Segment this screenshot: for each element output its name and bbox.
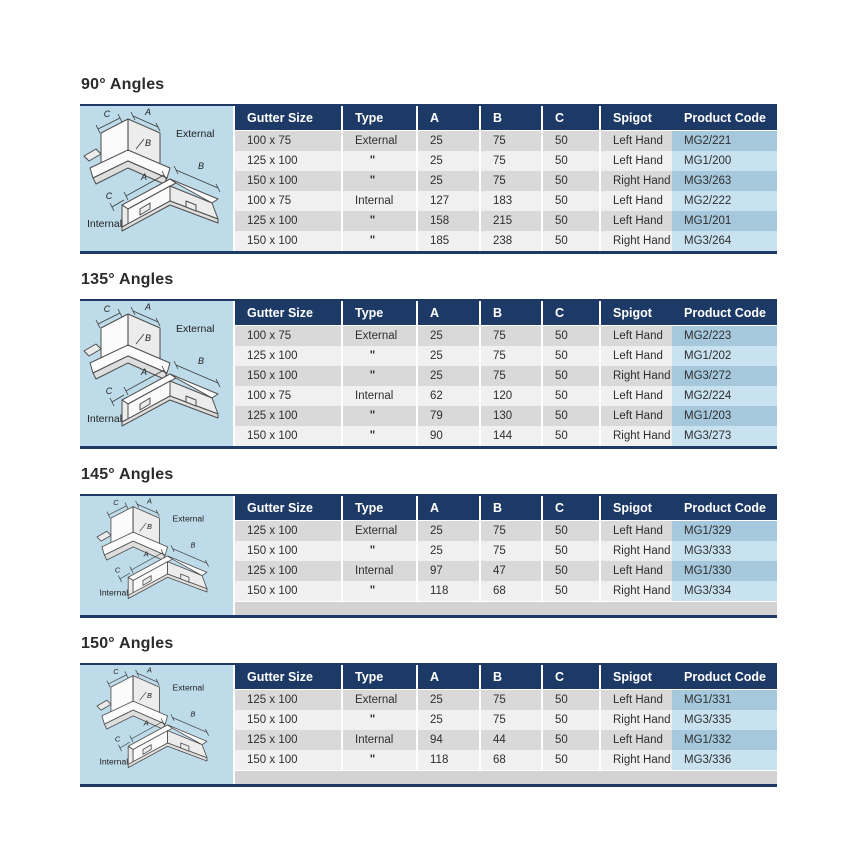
internal-label: Internal <box>87 413 123 425</box>
cell-spigot: Right Hand <box>599 710 672 730</box>
gutter-angle-diagram <box>80 301 233 446</box>
cell-type: External <box>341 521 416 541</box>
cell-spigot: Left Hand <box>599 521 672 541</box>
external-label: External <box>172 682 205 693</box>
cell-dim-a: 25 <box>416 151 479 171</box>
dim-label-c: C <box>114 734 121 744</box>
column-header-b: B <box>479 106 541 130</box>
section-title: 90° Angles <box>81 76 165 93</box>
cell-dim-c: 50 <box>541 690 599 710</box>
cell-dim-b: 144 <box>479 426 541 446</box>
internal-label: Internal <box>99 587 129 598</box>
column-header-c: C <box>541 301 599 325</box>
cell-gutter-size: 100 x 75 <box>247 135 292 147</box>
column-header-gutter-size: Gutter Size <box>247 306 313 320</box>
dim-label-b: B <box>197 161 205 171</box>
cell-type: " <box>341 231 416 251</box>
column-header-type: Type <box>341 106 416 130</box>
section-block <box>80 663 777 787</box>
cell-dim-b: 68 <box>479 581 541 601</box>
cell-spigot: Right Hand <box>599 581 672 601</box>
cell-dim-a: 127 <box>416 191 479 211</box>
gutter-angle-diagram <box>80 496 233 615</box>
dim-label-a: A <box>147 665 152 675</box>
cell-dim-c: 50 <box>541 406 599 426</box>
cell-type: " <box>341 346 416 366</box>
dim-label-b: B <box>144 138 152 148</box>
cell-gutter-size: 150 x 100 <box>247 545 298 557</box>
column-header-spigot: Spigot <box>599 106 672 130</box>
cell-product-code: MG3/273 <box>672 426 777 446</box>
cell-product-code: MG3/334 <box>672 581 777 601</box>
cell-product-code: MG3/272 <box>672 366 777 386</box>
cell-dim-a: 94 <box>416 730 479 750</box>
cell-dim-b: 75 <box>479 690 541 710</box>
cell-gutter-size: 150 x 100 <box>247 370 298 382</box>
empty-filler-row <box>235 770 777 784</box>
column-header-c: C <box>541 665 599 689</box>
dim-label-c: C <box>113 498 119 508</box>
cell-dim-b: 215 <box>479 211 541 231</box>
table-row <box>235 581 777 601</box>
cell-gutter-size: 125 x 100 <box>247 350 298 362</box>
column-header-c: C <box>541 496 599 520</box>
external-label: External <box>172 513 205 524</box>
column-header-gutter-size: Gutter Size <box>247 670 313 684</box>
column-header-spigot: Spigot <box>599 496 672 520</box>
cell-spigot: Right Hand <box>599 231 672 251</box>
cell-gutter-size: 125 x 100 <box>247 694 298 706</box>
column-header-gutter-size: Gutter Size <box>247 501 313 515</box>
cell-dim-a: 25 <box>416 171 479 191</box>
table-row <box>235 426 777 446</box>
external-label: External <box>176 128 215 140</box>
dim-label-a: A <box>147 496 152 506</box>
table-row <box>235 406 777 426</box>
cell-product-code: MG3/333 <box>672 541 777 561</box>
cell-spigot: Left Hand <box>599 730 672 750</box>
angle-section <box>80 76 777 254</box>
cell-dim-c: 50 <box>541 386 599 406</box>
dim-label-a: A <box>144 107 152 117</box>
cell-dim-b: 130 <box>479 406 541 426</box>
cell-product-code: MG2/222 <box>672 191 777 211</box>
header-row <box>235 106 777 131</box>
cell-type: " <box>341 171 416 191</box>
cell-dim-c: 50 <box>541 561 599 581</box>
cell-dim-c: 50 <box>541 326 599 346</box>
column-header-product-code: Product Code <box>684 111 766 125</box>
cell-dim-c: 50 <box>541 171 599 191</box>
cell-spigot: Left Hand <box>599 561 672 581</box>
table-row <box>235 231 777 251</box>
cell-dim-c: 50 <box>541 231 599 251</box>
header-row <box>235 496 777 521</box>
cell-spigot: Left Hand <box>599 131 672 151</box>
section-block <box>80 104 777 254</box>
dim-label-a: A <box>144 302 152 312</box>
column-header-b: B <box>479 301 541 325</box>
cell-dim-a: 62 <box>416 386 479 406</box>
cell-spigot: Left Hand <box>599 406 672 426</box>
cell-dim-a: 25 <box>416 541 479 561</box>
cell-type: " <box>341 151 416 171</box>
table-row <box>235 690 777 710</box>
cell-product-code: MG3/336 <box>672 750 777 770</box>
cell-dim-b: 120 <box>479 386 541 406</box>
cell-product-code: MG1/332 <box>672 730 777 750</box>
column-header-a: A <box>416 665 479 689</box>
external-angle-drawing <box>97 496 204 560</box>
empty-filler-row <box>235 601 777 615</box>
diagram-panel <box>80 665 233 784</box>
cell-dim-b: 75 <box>479 171 541 191</box>
dim-label-b: B <box>190 540 196 550</box>
cell-type: Internal <box>341 386 416 406</box>
table-row <box>235 386 777 406</box>
dim-label-c: C <box>103 109 111 119</box>
table-row <box>235 346 777 366</box>
cell-dim-b: 75 <box>479 521 541 541</box>
cell-type: " <box>341 750 416 770</box>
diagram-panel <box>80 301 233 446</box>
angle-section <box>80 635 777 787</box>
cell-type: " <box>341 366 416 386</box>
cell-type: External <box>341 326 416 346</box>
cell-dim-b: 75 <box>479 326 541 346</box>
header-row <box>235 301 777 326</box>
cell-dim-a: 90 <box>416 426 479 446</box>
section-title: 135° Angles <box>81 271 174 288</box>
cell-gutter-size: 150 x 100 <box>247 585 298 597</box>
cell-dim-b: 75 <box>479 151 541 171</box>
cell-product-code: MG2/221 <box>672 131 777 151</box>
cell-dim-c: 50 <box>541 521 599 541</box>
cell-product-code: MG1/201 <box>672 211 777 231</box>
angle-section <box>80 466 777 618</box>
cell-dim-a: 79 <box>416 406 479 426</box>
column-header-spigot: Spigot <box>599 301 672 325</box>
section-block <box>80 494 777 618</box>
column-header-type: Type <box>341 665 416 689</box>
table-row <box>235 366 777 386</box>
cell-gutter-size: 150 x 100 <box>247 714 298 726</box>
data-table <box>235 106 777 251</box>
cell-spigot: Right Hand <box>599 750 672 770</box>
cell-spigot: Right Hand <box>599 366 672 386</box>
cell-spigot: Left Hand <box>599 191 672 211</box>
cell-dim-a: 158 <box>416 211 479 231</box>
table-row <box>235 541 777 561</box>
cell-dim-b: 75 <box>479 710 541 730</box>
cell-type: " <box>341 581 416 601</box>
cell-dim-c: 50 <box>541 366 599 386</box>
cell-type: " <box>341 426 416 446</box>
cell-type: Internal <box>341 561 416 581</box>
cell-product-code: MG3/264 <box>672 231 777 251</box>
cell-dim-c: 50 <box>541 211 599 231</box>
cell-dim-b: 44 <box>479 730 541 750</box>
cell-dim-b: 75 <box>479 541 541 561</box>
cell-gutter-size: 125 x 100 <box>247 734 298 746</box>
cell-dim-b: 75 <box>479 131 541 151</box>
dim-label-c: C <box>105 386 113 396</box>
cell-product-code: MG3/335 <box>672 710 777 730</box>
table-row <box>235 730 777 750</box>
external-angle-drawing <box>97 665 204 729</box>
cell-product-code: MG1/203 <box>672 406 777 426</box>
table-row <box>235 750 777 770</box>
table-row <box>235 326 777 346</box>
cell-spigot: Left Hand <box>599 386 672 406</box>
cell-gutter-size: 125 x 100 <box>247 525 298 537</box>
data-table <box>235 665 777 784</box>
cell-dim-b: 183 <box>479 191 541 211</box>
table-body <box>235 131 777 251</box>
cell-gutter-size: 125 x 100 <box>247 215 298 227</box>
cell-type: " <box>341 211 416 231</box>
dim-label-c: C <box>103 304 111 314</box>
dim-label-c: C <box>114 565 121 575</box>
table-row <box>235 521 777 541</box>
column-header-type: Type <box>341 496 416 520</box>
cell-gutter-size: 100 x 75 <box>247 390 292 402</box>
column-header-b: B <box>479 496 541 520</box>
column-header-a: A <box>416 301 479 325</box>
column-header-a: A <box>416 496 479 520</box>
cell-product-code: MG1/200 <box>672 151 777 171</box>
data-table <box>235 301 777 446</box>
column-header-type: Type <box>341 301 416 325</box>
dim-label-a: A <box>143 549 149 559</box>
external-label: External <box>176 323 215 335</box>
cell-type: " <box>341 406 416 426</box>
cell-dim-a: 25 <box>416 690 479 710</box>
section-block <box>80 299 777 449</box>
cell-spigot: Left Hand <box>599 346 672 366</box>
table-row <box>235 131 777 151</box>
column-header-c: C <box>541 106 599 130</box>
dim-label-b: B <box>144 333 152 343</box>
cell-dim-c: 50 <box>541 730 599 750</box>
cell-spigot: Left Hand <box>599 690 672 710</box>
external-angle-drawing <box>84 107 215 184</box>
section-title: 150° Angles <box>81 635 174 652</box>
cell-dim-c: 50 <box>541 151 599 171</box>
table-body <box>235 690 777 784</box>
cell-product-code: MG1/330 <box>672 561 777 581</box>
cell-dim-a: 97 <box>416 561 479 581</box>
cell-type: " <box>341 541 416 561</box>
gutter-angle-diagram <box>80 665 233 784</box>
column-header-b: B <box>479 665 541 689</box>
column-header-product-code: Product Code <box>684 306 766 320</box>
table-row <box>235 561 777 581</box>
internal-label: Internal <box>99 756 129 767</box>
cell-dim-a: 25 <box>416 326 479 346</box>
angle-section <box>80 271 777 449</box>
cell-type: Internal <box>341 730 416 750</box>
cell-spigot: Left Hand <box>599 211 672 231</box>
column-header-spigot: Spigot <box>599 665 672 689</box>
cell-type: External <box>341 690 416 710</box>
cell-dim-c: 50 <box>541 541 599 561</box>
header-row <box>235 665 777 690</box>
cell-product-code: MG1/202 <box>672 346 777 366</box>
cell-gutter-size: 100 x 75 <box>247 195 292 207</box>
data-table <box>235 496 777 615</box>
column-header-product-code: Product Code <box>684 501 766 515</box>
cell-gutter-size: 125 x 100 <box>247 410 298 422</box>
dim-label-b: B <box>147 521 152 531</box>
dim-label-b: B <box>190 709 196 719</box>
diagram-panel <box>80 496 233 615</box>
cell-dim-a: 118 <box>416 581 479 601</box>
dim-label-b: B <box>147 690 152 700</box>
cell-spigot: Right Hand <box>599 541 672 561</box>
external-angle-drawing <box>84 302 215 379</box>
cell-product-code: MG2/223 <box>672 326 777 346</box>
cell-dim-b: 68 <box>479 750 541 770</box>
cell-spigot: Left Hand <box>599 326 672 346</box>
dim-label-c: C <box>113 667 119 677</box>
cell-dim-a: 25 <box>416 521 479 541</box>
cell-product-code: MG3/263 <box>672 171 777 191</box>
cell-gutter-size: 150 x 100 <box>247 175 298 187</box>
dim-label-a: A <box>140 172 148 182</box>
cell-gutter-size: 150 x 100 <box>247 430 298 442</box>
cell-type: Internal <box>341 191 416 211</box>
cell-dim-a: 185 <box>416 231 479 251</box>
table-row <box>235 171 777 191</box>
dim-label-c: C <box>105 191 113 201</box>
cell-dim-c: 50 <box>541 710 599 730</box>
internal-label: Internal <box>87 218 123 230</box>
diagram-panel <box>80 106 233 251</box>
cell-gutter-size: 125 x 100 <box>247 565 298 577</box>
cell-dim-a: 25 <box>416 131 479 151</box>
cell-dim-b: 47 <box>479 561 541 581</box>
cell-dim-c: 50 <box>541 131 599 151</box>
cell-type: " <box>341 710 416 730</box>
dim-label-b: B <box>197 356 205 366</box>
dim-label-a: A <box>140 367 148 377</box>
cell-dim-a: 25 <box>416 710 479 730</box>
table-row <box>235 211 777 231</box>
cell-dim-a: 25 <box>416 346 479 366</box>
table-row <box>235 151 777 171</box>
table-row <box>235 710 777 730</box>
cell-dim-a: 25 <box>416 366 479 386</box>
cell-spigot: Right Hand <box>599 426 672 446</box>
cell-gutter-size: 150 x 100 <box>247 754 298 766</box>
gutter-angle-diagram <box>80 106 233 251</box>
cell-dim-b: 238 <box>479 231 541 251</box>
cell-product-code: MG1/329 <box>672 521 777 541</box>
section-title: 145° Angles <box>81 466 174 483</box>
cell-dim-a: 118 <box>416 750 479 770</box>
cell-gutter-size: 125 x 100 <box>247 155 298 167</box>
cell-spigot: Right Hand <box>599 171 672 191</box>
cell-type: External <box>341 131 416 151</box>
cell-product-code: MG2/224 <box>672 386 777 406</box>
cell-gutter-size: 150 x 100 <box>247 235 298 247</box>
cell-dim-c: 50 <box>541 346 599 366</box>
cell-dim-c: 50 <box>541 191 599 211</box>
cell-gutter-size: 100 x 75 <box>247 330 292 342</box>
dim-label-a: A <box>143 718 149 728</box>
cell-dim-b: 75 <box>479 366 541 386</box>
cell-dim-b: 75 <box>479 346 541 366</box>
table-body <box>235 521 777 615</box>
column-header-gutter-size: Gutter Size <box>247 111 313 125</box>
column-header-product-code: Product Code <box>684 670 766 684</box>
table-row <box>235 191 777 211</box>
cell-dim-c: 50 <box>541 750 599 770</box>
table-body <box>235 326 777 446</box>
column-header-a: A <box>416 106 479 130</box>
cell-product-code: MG1/331 <box>672 690 777 710</box>
cell-dim-c: 50 <box>541 581 599 601</box>
cell-spigot: Left Hand <box>599 151 672 171</box>
cell-dim-c: 50 <box>541 426 599 446</box>
